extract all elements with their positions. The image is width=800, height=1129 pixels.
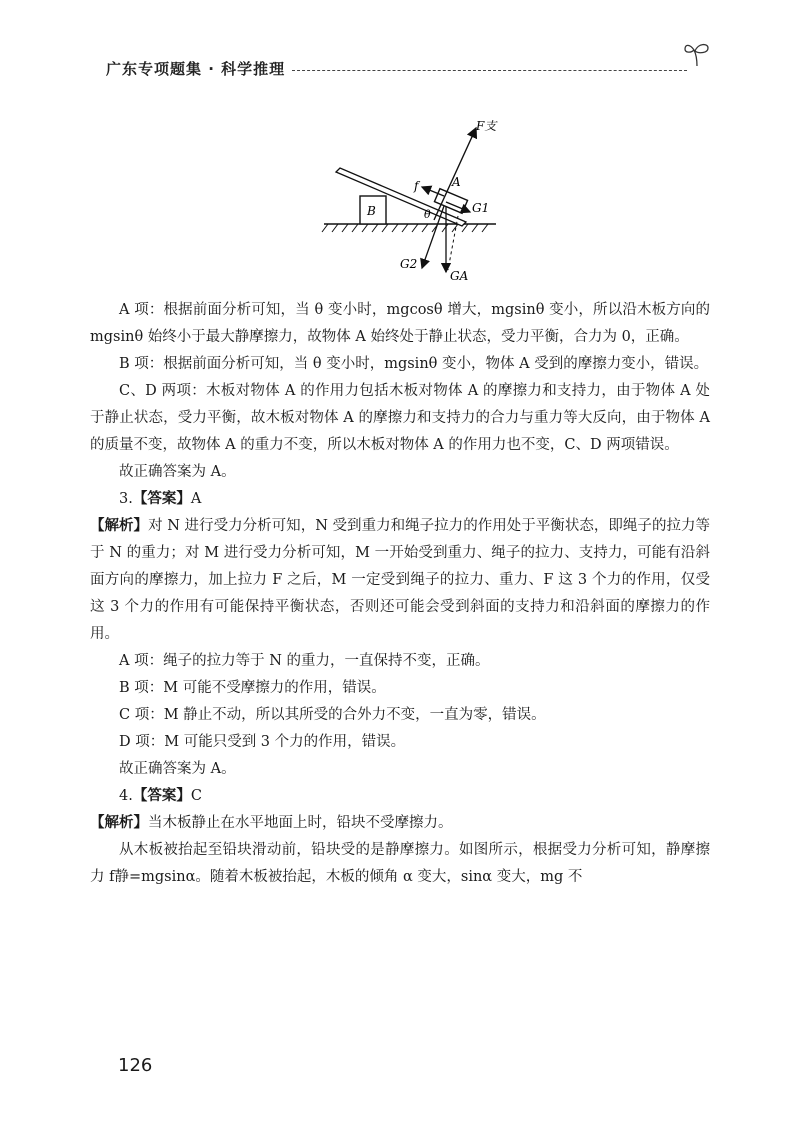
q4-analysis (90, 810, 710, 837)
q3-option-c: C 项：M 静止不动，所以其所受的合外力不变，一直为零，错误。 (119, 707, 546, 723)
label-ga: GA (450, 269, 469, 283)
label-f-support: F支 (476, 120, 497, 133)
q3-analysis-text: 对 N 进行受力分析可知，N 受到重力和绳子拉力的作用处于平衡状态，即绳子的拉力等于 N 的重力；对 M 进行受力分析可知，M 一开始受到重力、绳子的拉力、支持力，可能有沿斜面方向的摩擦力，加上拉力 F 之后，M 一定受到绳子的拉力、重力、F 这 3 个力的作用，仅受这 3 个力的作用有可能保持平衡状态，否则还可能会受到斜面的支持力和沿斜面的摩擦力的作用。 (90, 518, 710, 642)
paragraph-cd: C、D 两项：木板对物体 A 的作用力包括木板对物体 A 的摩擦力和支持力，由于物体 A 处于静止状态，受力平衡，故木板对物体 A 的摩擦力和支持力的合力与重力等大反向，由于物体 A 的质量不变，故物体 A 的重力不变，所以木板对物体 A 的作用力也不变，C、D 两项错误。 (90, 383, 710, 453)
q4-answer-line (90, 783, 710, 810)
q2-analysis-body (90, 297, 710, 891)
paragraph-a: A 项：根据前面分析可知，当 θ 变小时，mgcosθ 增大，mgsinθ 变小，所以沿木板方向的 mgsinθ 始终小于最大静摩擦力，故物体 A 始终处于静止状态，受力平衡，合力为 0，正确。 (90, 302, 710, 345)
label-g2: G2 (400, 257, 418, 271)
q3-analysis-tag: 【解析】 (90, 518, 149, 534)
q3-number: 3. (119, 491, 133, 507)
page-number: 126 (118, 1055, 153, 1076)
q4-answer-tag: 【答案】 (132, 788, 191, 804)
q3-analysis (90, 513, 710, 648)
q4-analysis-tag: 【解析】 (90, 815, 148, 831)
q4-answer: C (190, 788, 202, 804)
q3-option-a: A 项：绳子的拉力等于 N 的重力，一直保持不变，正确。 (119, 653, 490, 669)
q3-answer-tag: 【答案】 (132, 491, 191, 507)
q3-conclusion: 故正确答案为 A。 (119, 761, 236, 777)
q4-analysis-text: 当木板静止在水平地面上时，铅块不受摩擦力。 (148, 815, 453, 831)
q3-answer-line (90, 486, 710, 513)
header-title: 广东专项题集 · 科学推理 (106, 60, 286, 78)
q4-number: 4. (119, 788, 133, 804)
q2-conclusion: 故正确答案为 A。 (119, 464, 236, 480)
q4-paragraph-2: 从木板被抬起至铅块滑动前，铅块受的是静摩擦力。如图所示，根据受力分析可知，静摩擦力 f静=mgsinα。随着木板被抬起，木板的倾角 α 变大，sinα 变大，mg 不 (90, 842, 710, 885)
label-f: f (414, 179, 419, 193)
q3-answer: A (190, 491, 202, 507)
label-g1: G1 (472, 201, 490, 215)
paragraph-b: B 项：根据前面分析可知，当 θ 变小时，mgsinθ 变小，物体 A 受到的摩擦力变小，错误。 (119, 356, 709, 372)
label-a: A (452, 175, 461, 189)
label-b: B (367, 204, 376, 218)
force-diagram (316, 120, 506, 290)
q3-option-b: B 项：M 可能不受摩擦力的作用，错误。 (119, 680, 386, 696)
label-theta: θ (424, 208, 431, 221)
q3-option-d: D 项：M 可能只受到 3 个力的作用，错误。 (119, 734, 406, 750)
sprout-icon (684, 40, 714, 68)
header-rule (292, 70, 687, 71)
